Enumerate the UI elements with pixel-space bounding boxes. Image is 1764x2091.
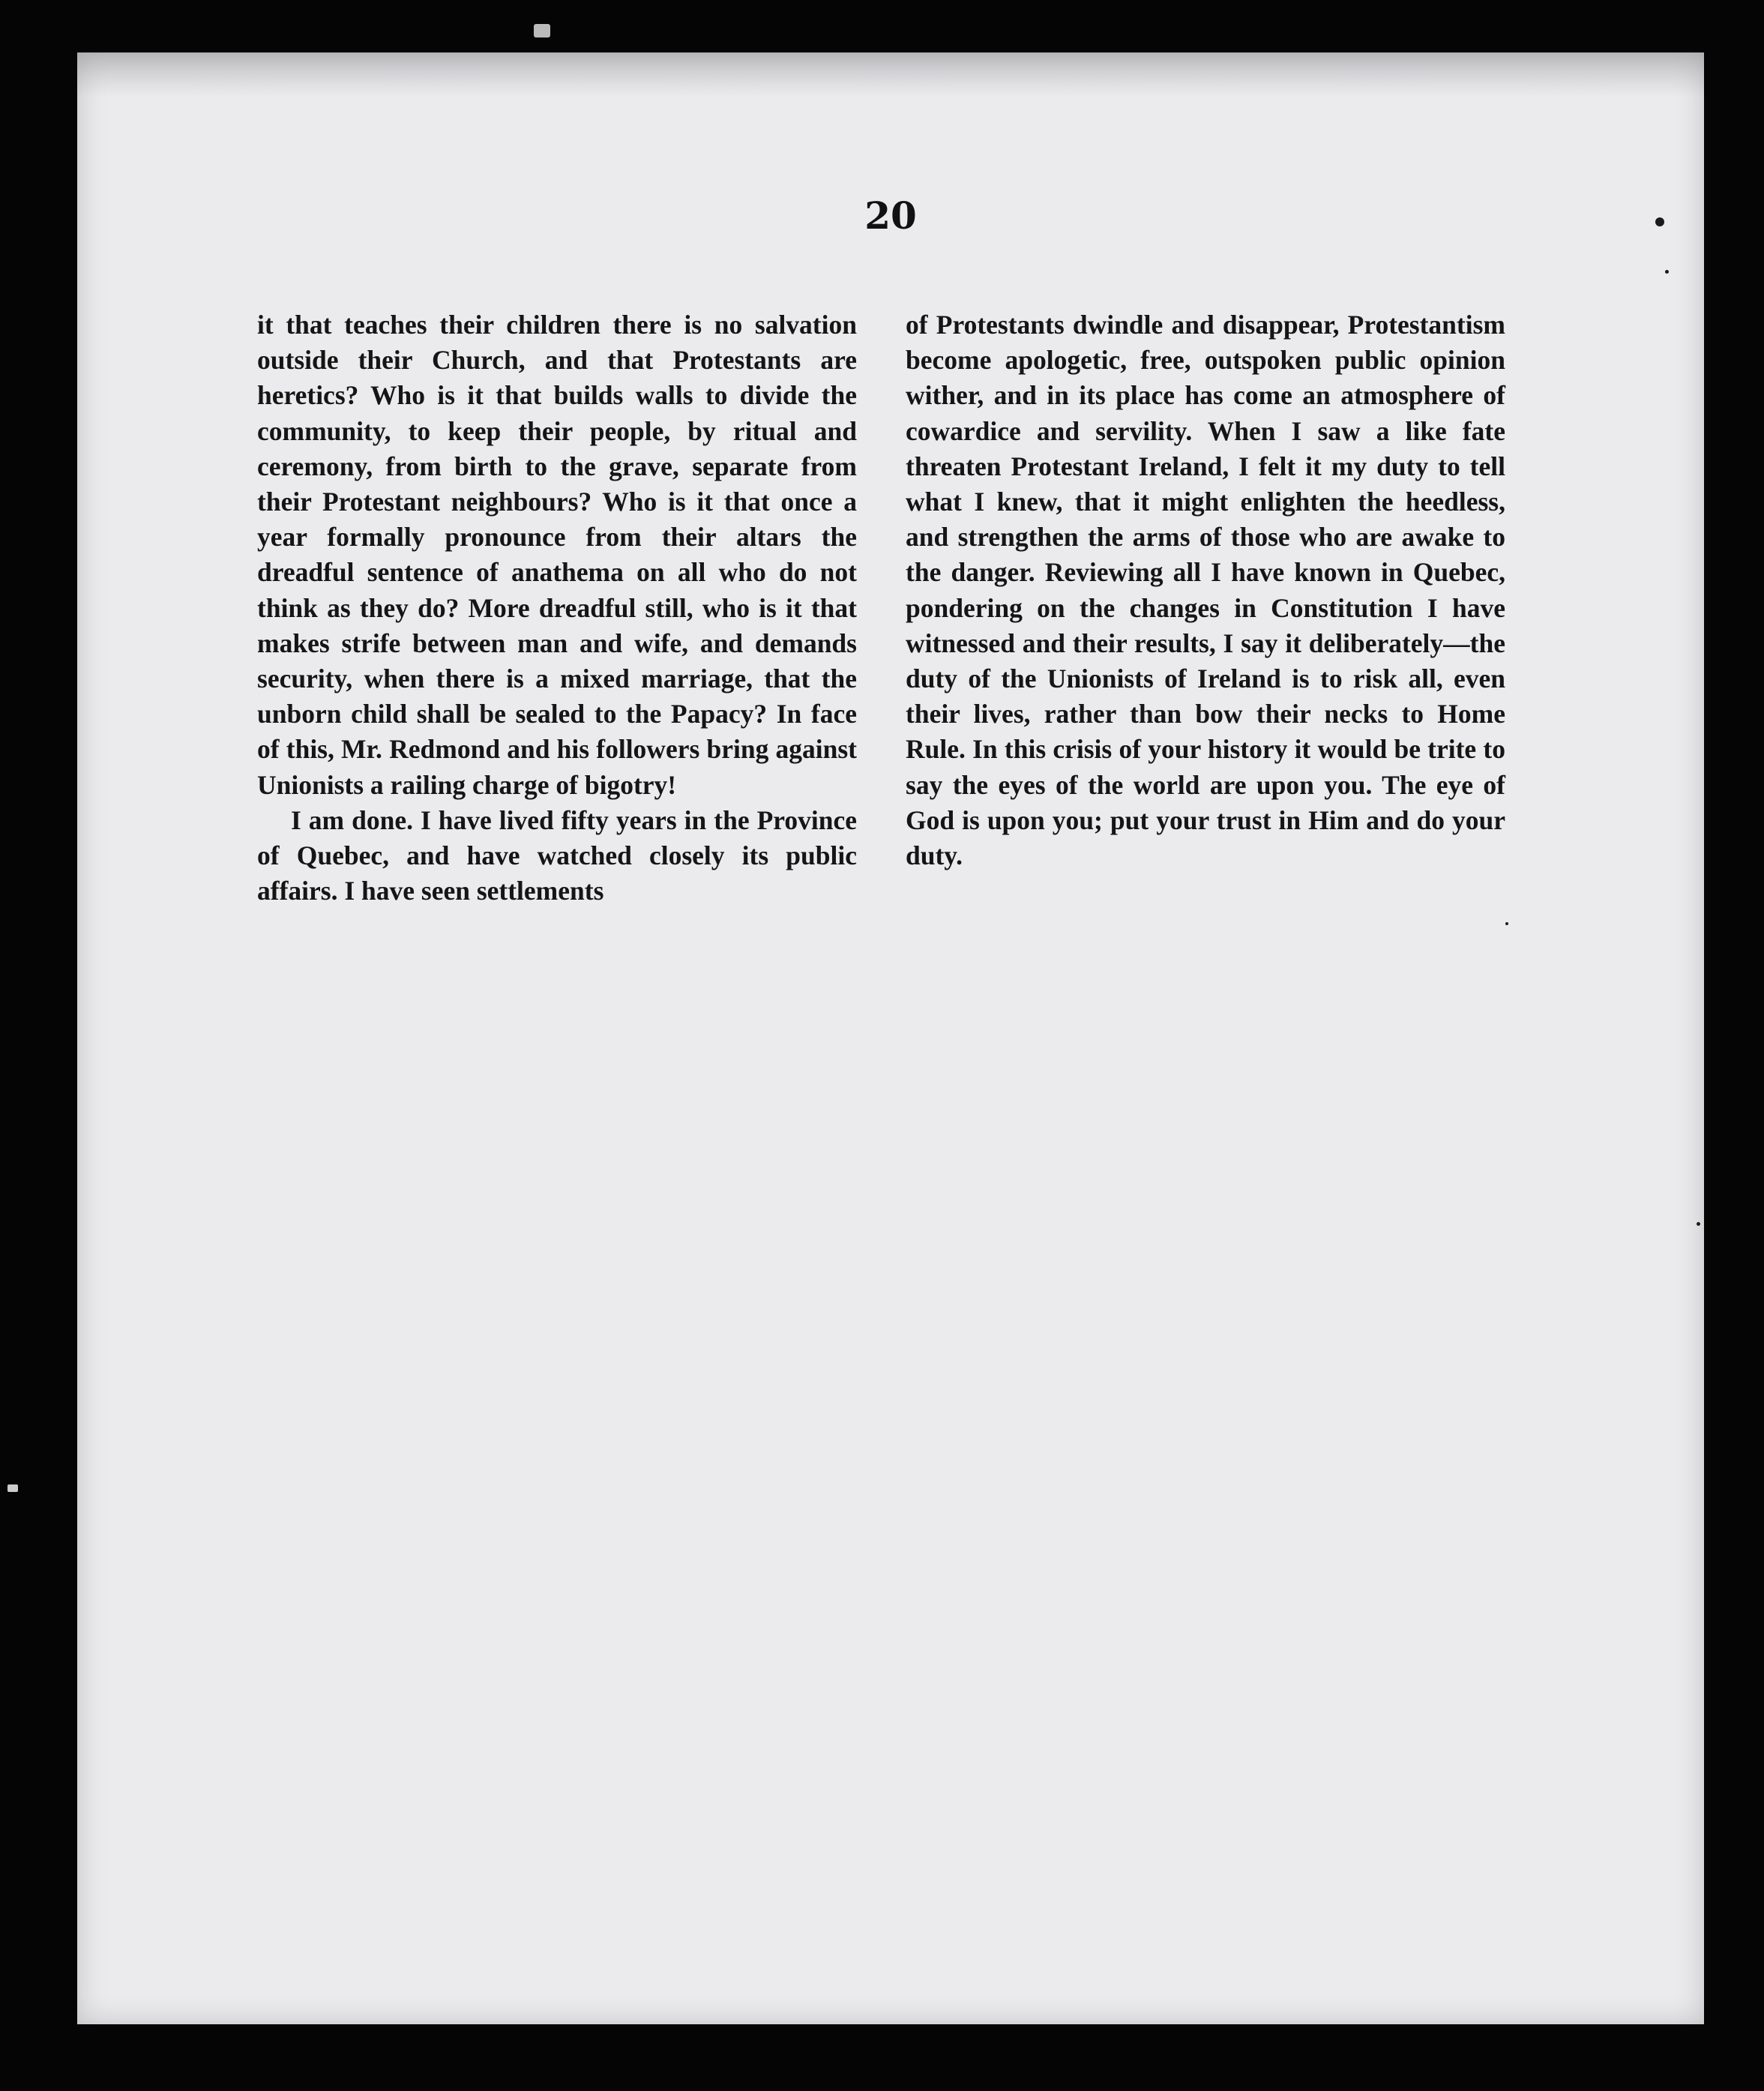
page-number: 20 xyxy=(864,193,917,238)
right-paragraph-1: of Protestants dwindle and disappear, Protestantism become apologetic, free, outspoken public opinion wither, and in its place has come an atmosphere of cowardice and servility. When I saw a like fate threaten Protestant Ireland, I felt it my duty to tell what I knew, that it might enlighten the heedless, and strengthen the arms of those who are awake to the danger. Reviewing all I have known in Quebec, pondering on the changes in Constitution I have witnessed and their results, I say it deliberately—the duty of the Unionists of Ireland is to risk all, even their lives, rather than bow their necks to Home Rule. In this crisis of your history it would be trite to say the eyes of the world are upon you. The eye of God is upon you; put your trust in Him and do your duty. xyxy=(906,310,1505,871)
scan-speck xyxy=(1665,270,1669,274)
scan-speck xyxy=(1655,217,1664,226)
left-paragraph-2: I am done. I have lived fifty years in the Province of Quebec, and have watched closely its public affairs. I have seen settlements xyxy=(257,804,857,906)
left-paragraph-1: it that teaches their children there is no salvation outside their Church, and that Protestants are heretics? Who is it that builds walls to divide the community, to keep their people, by ritual and ceremony, from birth to the grave, separate from their Protestant neighbours? Who is it that once a year formally pronounce from their altars the dreadful sentence of anathema on all who do not think as they do? More dreadful still, who is it that makes strife between man and wife, and demands security, when there is a mixed marriage, that the unborn child shall be sealed to the Papacy? In face of this, Mr. Redmond and his followers bring against Unionists a railing charge of bigotry! xyxy=(257,310,857,800)
film-mark xyxy=(534,24,550,37)
scan-speck xyxy=(1697,1222,1700,1226)
left-column xyxy=(257,307,857,909)
right-column xyxy=(906,307,1505,873)
scan-speck xyxy=(1505,922,1508,925)
film-mark xyxy=(7,1484,18,1492)
document-page xyxy=(77,52,1704,2024)
